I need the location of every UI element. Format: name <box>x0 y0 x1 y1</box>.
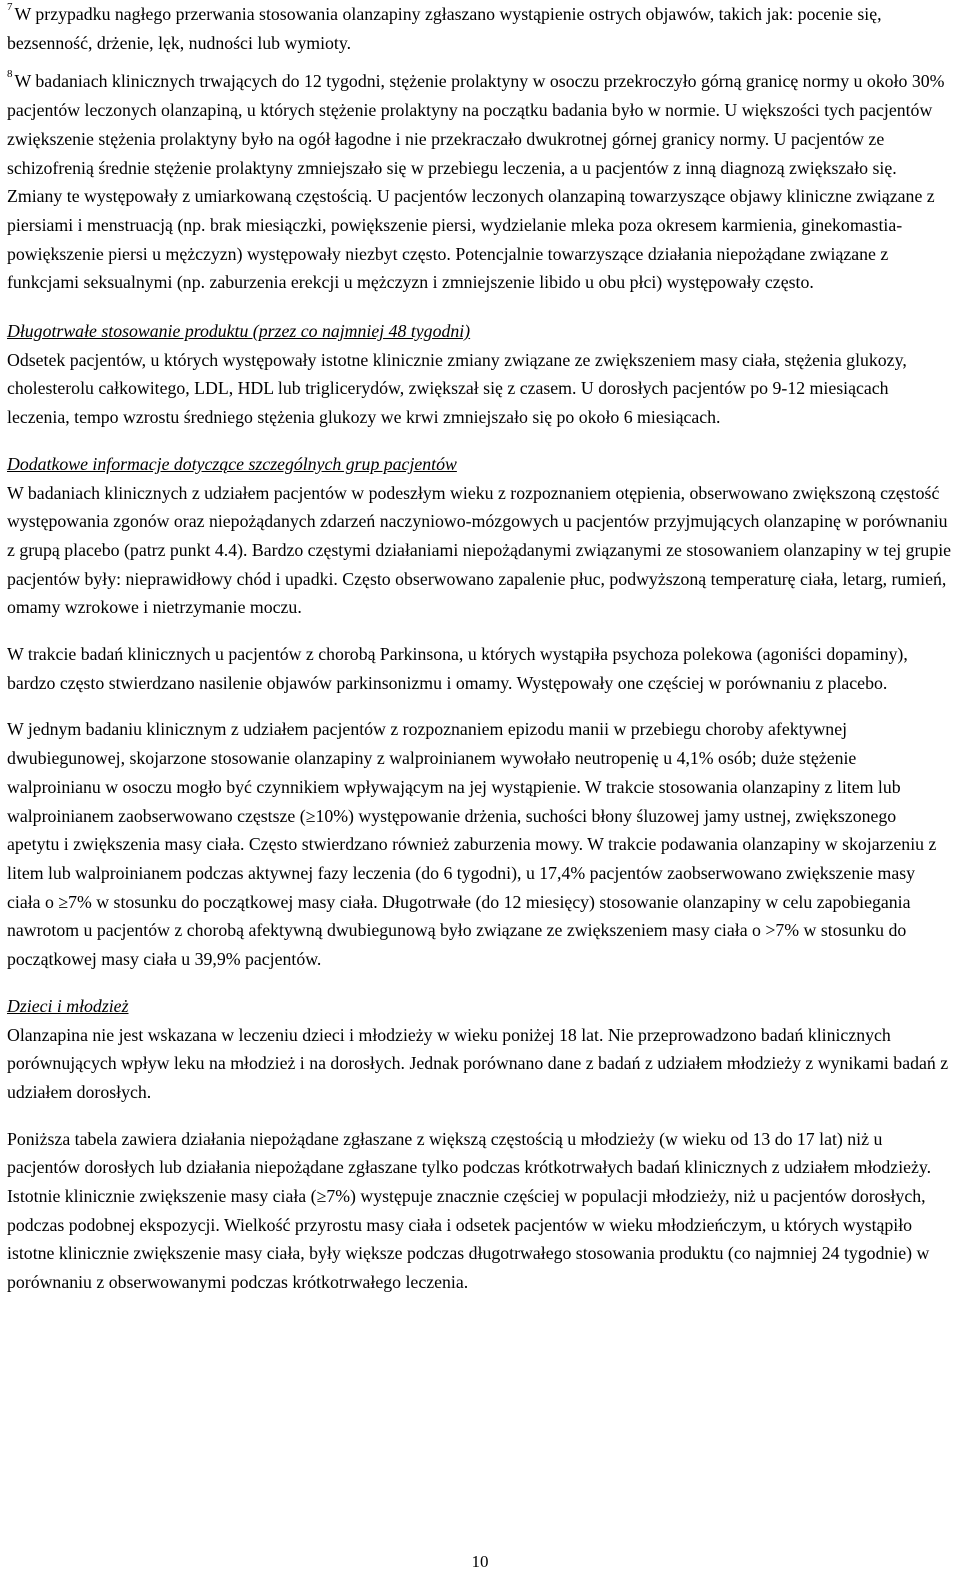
section-special-paragraph-2: W trakcie badań klinicznych u pacjentów z chorobą Parkinsona, u których wystąpiła psychoza polekowa (agoniści dopaminy), bardzo często stwierdzano nasilenie objawów parkinsonizmu i omamy. Występowały one częściej w porównaniu z placebo. <box>7 644 908 693</box>
section-children <box>7 992 952 1297</box>
section-children-paragraph-2: Poniższa tabela zawiera działania niepożądane zgłaszane z większą częstością u młodzieży (w wieku od 13 do 17 lat) niż u pacjentów dorosłych lub działania niepożądane zgłaszane tylko podczas krótkotrwałych badań klinicznych z udziałem młodzieży. Istotnie klinicznie zwiększenie masy ciała (≥7%) występuje znacznie częściej w populacji młodzieży, niż u pacjentów dorosłych, podczas podobnej ekspozycji. Wielkość przyrostu masy ciała i odsetek pacjentów w wieku młodzieńczym, u których wystąpiło istotne klinicznie zwiększenie masy ciała, były większe podczas długotrwałego stosowania produktu (co najmniej 24 tygodnie) w porównaniu z obserwowanymi podczas krótkotrwałego leczenia. <box>7 1128 932 1293</box>
section-special-paragraph-3: W jednym badaniu klinicznym z udziałem pacjentów z rozpoznaniem epizodu manii w przebiegu choroby afektywnej dwubiegunowej, skojarzone stosowanie olanzapiny z walproinianem wywołało neutropenię u 4,1% osób; duże stężenie walproinianu w osoczu mogło być czynnikiem wpływającym na jej wystąpienie. W trakcie stosowania olanzapiny z litem lub walproinianem zaobserwowano częstsze (≥10%) występowanie drżenia, suchości błony śluzowej jamy ustnej, zwiększonego apetytu i zwiększenia masy ciała. Często stwierdzano również zaburzenia mowy. W trakcie podawania olanzapiny w skojarzeniu z litem lub walproinianem podczas aktywnej fazy leczenia (do 6 tygodni), u 17,4% pacjentów zaobserwowano zwiększenie masy ciała o ≥7% w stosunku do początkowej masy ciała. Długotrwałe (do 12 miesięcy) stosowanie olanzapiny w celu zapobiegania nawrotom u pacjentów z chorobą afektywną dwubiegunową było związane ze zwiększeniem masy ciała o >7% w stosunku do początkowej masy ciała u 39,9% pacjentów. <box>7 719 937 970</box>
section-long-term-text: Odsetek pacjentów, u których występowały istotne klinicznie zmiany związane ze zwiększeniem masy ciała, stężenia glukozy, cholesterolu całkowitego, LDL, HDL lub triglicerydów, zwiększał się z czasem. U dorosłych pacjentów po 9-12 miesiącach leczenia, tempo wzrostu średniego stężenia glukozy we krwi zmniejszało się po około 6 miesiącach. <box>7 349 907 428</box>
footnote-8-text: W badaniach klinicznych trwających do 12 tygodni, stężenie prolaktyny w osoczu przekroczyło górną granicę normy u około 30% pacjentów leczonych olanzapiną, u których stężenie prolaktyny na początku badania było w normie. U większości tych pacjentów zwiększenie stężenia prolaktyny było na ogół łagodne i nie przekraczało dwukrotnej górnej granicy normy. U pacjentów ze schizofrenią średnie stężenie prolaktyny zmniejszało się w przebiegu leczenia, a u pacjentów z inną diagnozą zwiększało się. Zmiany te występowały z umiarkowaną częstością. U pacjentów leczonych olanzapiną towarzyszące objawy kliniczne związane z piersiami i menstruacją (np. brak miesiączki, powiększenie piersi, wydzielanie mleka poza okresem karmienia, ginekomastia- powiększenie piersi u mężczyzn) występowały niezbyt często. Potencjalnie towarzyszące działania niepożądane związane z funkcjami seksualnymi (np. zaburzenia erekcji u mężczyzn i zmniejszenie libido u obu płci) występowały często. <box>7 71 945 293</box>
section-special-paragraph-1: W badaniach klinicznych z udziałem pacjentów w podeszłym wieku z rozpoznaniem otępienia, obserwowano zwiększoną częstość występowania zgonów oraz niepożądanych zdarzeń naczyniowo-mózgowych u pacjentów przyjmujących olanzapinę w porównaniu z grupą placebo (patrz punkt 4.4). Bardzo częstymi działaniami niepożądanymi związanymi ze stosowaniem olanzapiny w tej grupie pacjentów były: nieprawidłowy chód i upadki. Często obserwowano zapalenie płuc, podwyższoną temperaturę ciała, letarg, rumień, omamy wzrokowe i nietrzymanie moczu. <box>7 482 952 618</box>
section-long-term-heading: Długotrwałe stosowanie produktu (przez co najmniej 48 tygodni) <box>7 321 471 342</box>
footnote-8 <box>7 67 952 297</box>
section-long-term-use <box>7 317 952 432</box>
section-special-heading: Dodatkowe informacje dotyczące szczególnych grup pacjentów <box>7 453 457 474</box>
footnote-7 <box>7 0 952 57</box>
footnote-7-text: W przypadku nagłego przerwania stosowania olanzapiny zgłaszano wystąpienie ostrych objawów, takich jak: pocenie się, bezsenność, drżenie, lęk, nudności lub wymioty. <box>7 4 882 53</box>
footnote-8-mark: 8 <box>7 68 13 81</box>
document-page <box>7 0 952 1297</box>
section-special-groups <box>7 450 952 974</box>
footnote-7-mark: 7 <box>7 1 13 13</box>
page-number: 10 <box>471 1552 489 1571</box>
section-children-paragraph-1: Olanzapina nie jest wskazana w leczeniu dzieci i młodzieży w wieku poniżej 18 lat. Nie przeprowadzono badań klinicznych porównujących wpływ leku na młodzież i na dorosłych. Jednak porównano dane z badań z udziałem młodzieży z wynikami badań z udziałem dorosłych. <box>7 1024 949 1102</box>
section-children-heading: Dzieci i młodzież <box>7 995 129 1016</box>
